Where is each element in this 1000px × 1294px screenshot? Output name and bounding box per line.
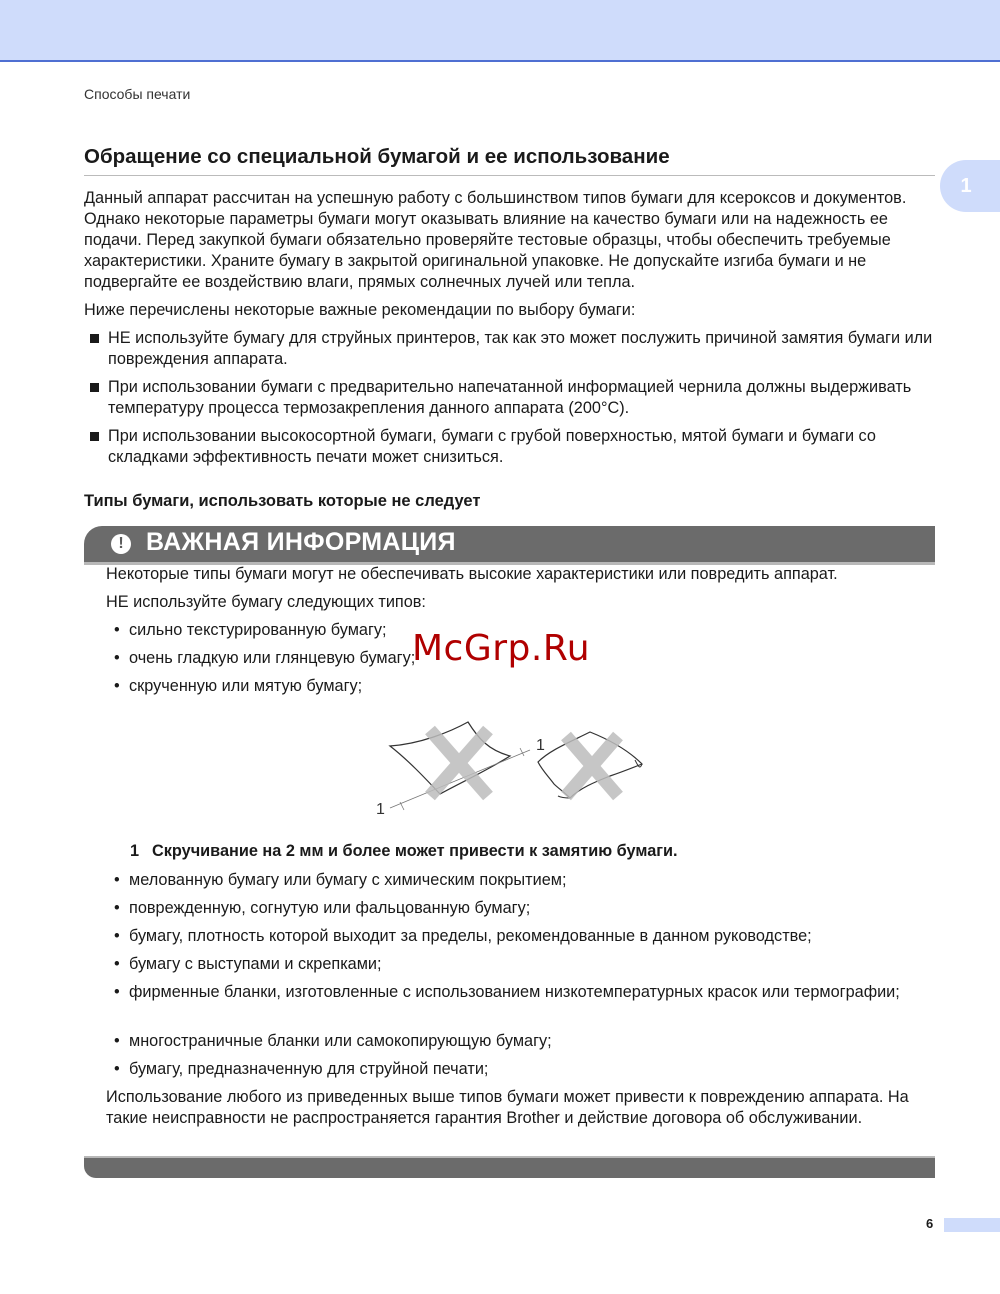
watermark: McGrp.Ru	[412, 628, 591, 669]
list-item: • скрученную или мятую бумагу;	[114, 677, 363, 695]
list-item: • многостраничные бланки или самокопирующую бумагу;	[114, 1032, 552, 1050]
figure-caption: 1 Скручивание на 2 мм и более может привести к замятию бумаги.	[130, 842, 678, 860]
page-tab	[944, 1218, 1000, 1232]
intro-paragraph: Данный аппарат рассчитан на успешную работу с большинством типов бумаги для ксероксов и документов. Однако некоторые параметры бумаги могут оказывать влияние на качество бумаги или на надежность ее подачи. Перед закупкой бумаги обязательно проверяйте тестовые образцы, чтобы обеспечить требуемые характеристики. Храните бумагу в закрытой оригинальной упаковке. Не допускайте изгиба бумаги и не подвергайте ее воздействию влаги, прямых солнечных лучей или тепла.	[84, 189, 907, 291]
list-item: • фирменные бланки, изготовленные с использованием низкотемпературных красок или термографии;	[114, 983, 900, 1001]
list-item: • мелованную бумагу или бумагу с химическим покрытием;	[114, 871, 567, 889]
list-item: • сильно текстурированную бумагу;	[114, 621, 387, 639]
list-item: • бумагу с выступами и скрепками;	[114, 955, 382, 973]
important-line: Некоторые типы бумаги могут не обеспечивать высокие характеристики или повредить аппарат.	[106, 565, 838, 583]
square-bullet-icon	[90, 383, 99, 392]
chapter-tab: 1	[940, 160, 1000, 212]
list-item: • бумагу, плотность которой выходит за пределы, рекомендованные в данном руководстве;	[114, 927, 812, 945]
subsection-title: Типы бумаги, использовать которые не следует	[84, 492, 481, 510]
page-number: 6	[926, 1216, 934, 1231]
section-title: Обращение со специальной бумагой и ее использование	[84, 145, 935, 176]
top-band	[0, 0, 1000, 62]
list-item: • бумагу, предназначенную для струйной печати;	[114, 1060, 489, 1078]
recommendation-item: При использовании бумаги с предварительно напечатанной информацией чернила должны выдерживать температуру процесса термозакрепления данного аппарата (200°C).	[88, 377, 938, 419]
list-item: • очень гладкую или глянцевую бумагу;	[114, 649, 416, 667]
recommendations-intro: Ниже перечислены некоторые важные рекомендации по выбору бумаги:	[84, 301, 636, 319]
recommendation-item: При использовании высокосортной бумаги, бумаги с грубой поверхностью, мятой бумаги и бумаги со складками эффективность печати может снизиться.	[88, 426, 938, 468]
important-bottom-bar	[84, 1156, 935, 1178]
exclamation-icon: !	[111, 534, 131, 554]
breadcrumb: Способы печати	[84, 86, 191, 102]
square-bullet-icon	[90, 432, 99, 441]
recommendation-item: НЕ используйте бумагу для струйных принтеров, так как это может послужить причиной замятия бумаги или повреждения аппарата.	[88, 328, 938, 370]
curled-paper-figure	[370, 720, 650, 820]
closing-paragraph: Использование любого из приведенных выше типов бумаги может привести к повреждению аппарата. На такие неисправности не распространяется гарантия Brother и действие договора об обслуживании.	[106, 1088, 909, 1127]
figure-label: 1	[536, 737, 545, 754]
square-bullet-icon	[90, 334, 99, 343]
figure-label: 1	[376, 801, 385, 818]
important-line: НЕ используйте бумагу следующих типов:	[106, 593, 426, 611]
list-item: • поврежденную, согнутую или фальцованную бумагу;	[114, 899, 531, 917]
important-title: ВАЖНАЯ ИНФОРМАЦИЯ	[146, 528, 456, 556]
